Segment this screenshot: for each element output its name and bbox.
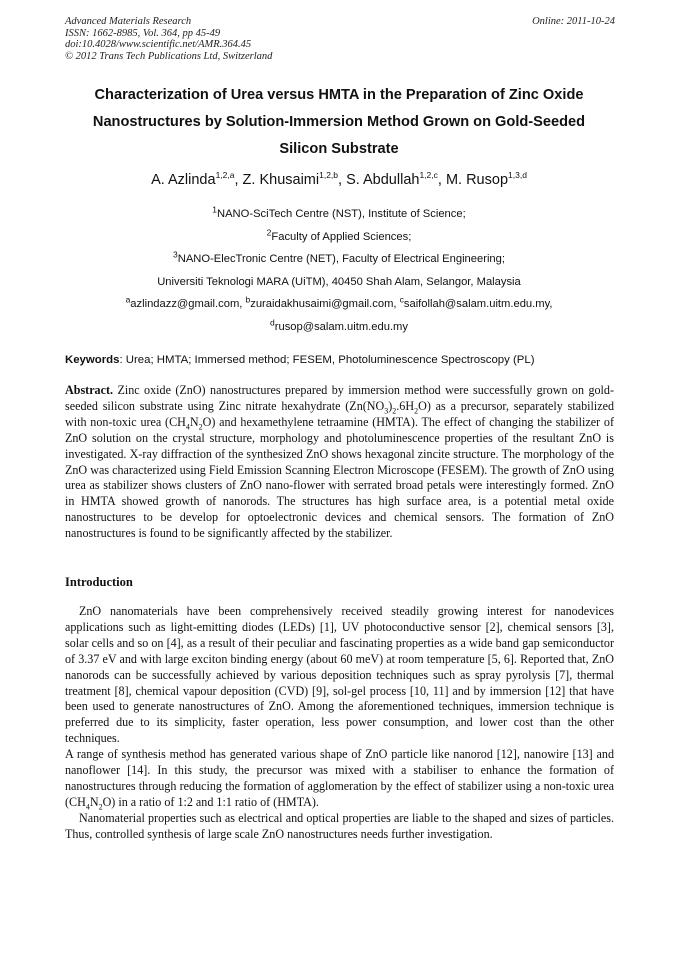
affiliation-sup: 1 — [212, 204, 218, 215]
author-name: A. Azlinda — [151, 172, 216, 188]
title-line-1: Characterization of Urea versus HMTA in the Preparation of Zinc Oxide — [94, 87, 584, 103]
email-sup: c — [399, 294, 404, 305]
affiliation-text: NANO-SciTech Centre (NST), Institute of Science; — [217, 208, 466, 220]
journal-name: Advanced Materials Research — [65, 16, 192, 27]
copyright-line: © 2012 Trans Tech Publications Ltd, Switzerland — [65, 50, 273, 62]
keywords-label: Keywords — [65, 354, 120, 366]
title-line-3: Silicon Substrate — [279, 141, 399, 157]
author-name: Z. Khusaimi — [242, 172, 320, 188]
author-affil-sup: 1,2,a — [215, 170, 235, 181]
affiliation-2 — [40, 226, 638, 249]
abstract-label: Abstract. — [65, 383, 114, 397]
abstract-text: ) — [388, 398, 393, 413]
intro-subscript: 4 — [85, 802, 90, 812]
abstract-text: O) and hexamethylene tetraamine (HMTA). The effect of changing the stabilizer of ZnO solution on the crystal structure, morphology and photoluminescence properties of the resultant ZnO is investigated. X-ray diffraction of the synthesized ZnO shows hexagonal zincite structure. The morphology of the ZnO was characterized using Field Emission Scanning Electron Microscope (FESEM). The growth of ZnO using urea as stabilizer shows clusters of ZnO nano-flower with serrated broad petals were interestingly formed. ZnO in HMTA showed growth of nanorods. The structures has high surface area, is a potential metal oxide nanostructures to be develop for optoelectronic devices and chemical sensors. The formation of ZnO nanostructures is found to be significantly affected by the stabilizer. — [65, 414, 614, 541]
email-sup: d — [270, 317, 275, 328]
keywords — [65, 353, 620, 368]
email-link[interactable]: azlindazz@gmail.com, — [130, 298, 246, 311]
title-line-2: Nanostructures by Solution-Immersion Method Grown on Gold-Seeded — [92, 114, 586, 130]
author-name: S. Abdullah — [346, 172, 420, 188]
affiliations — [40, 203, 638, 339]
author-affil-sup: 1,2,c — [419, 170, 438, 181]
doi-line: doi:10.4028/www.scientific.net/AMR.364.45 — [65, 39, 252, 50]
abstract-subscript: 2 — [414, 406, 419, 416]
keywords-text: : Urea; HMTA; Immersed method; FESEM, Photoluminescence Spectroscopy (PL) — [119, 354, 535, 366]
affiliation-text: NANO-ElecTronic Centre (NET), Faculty of Electrical Engineering; — [177, 253, 505, 266]
abstract — [65, 383, 614, 542]
intro-text: N — [89, 794, 99, 809]
abstract-text: O) as a precursor, separately stabilized with non-toxic urea (CH — [65, 398, 614, 429]
paper-title — [40, 82, 638, 163]
affiliation-4: Universiti Teknologi MARA (UiTM), 40450 Shah Alam, Selangor, Malaysia — [157, 275, 521, 288]
intro-text: O) in a ratio of 1:2 and 1:1 ratio of (HMTA). — [102, 794, 319, 809]
author-list — [40, 170, 638, 190]
intro-paragraph-2 — [65, 747, 614, 811]
abstract-text: N — [189, 414, 199, 429]
abstract-subscript: 3 — [384, 406, 389, 416]
author-separator: , — [234, 172, 243, 188]
email-sup: b — [245, 294, 251, 305]
author-affil-sup: 1,3,d — [508, 170, 527, 181]
author-separator: , — [338, 172, 347, 188]
abstract-text: .6H — [396, 398, 415, 413]
affiliation-sup: 3 — [173, 249, 178, 260]
abstract-subscript: 4 — [185, 422, 190, 432]
intro-paragraph-1: ZnO nanomaterials have been comprehensively received steadily growing interest for nanodevices applications such as light-emitting diodes (LEDs) [1], UV photoconductive sensor [2], chemical sensors [3], solar cells and so on [4], as a result of their peculiar and fascinating properties as a wide band gap semiconductor of 3.37 eV and with large exciton binding energy (about 60 meV) at room temperature [5, 6]. Reported that, ZnO nanorods can be successfully achieved by various deposition techniques such as spray pyrolysis [7], thermal treatment [8], chemical vapour deposition (CVD) [9], sol-gel process [10, 11] and by immersion [12] that have been used to generate nanostructures of ZnO. Among the aforementioned techniques, immersion technique is preferred due to its simplicity, faster operation, less power consumption, and lower cost than the other techniques. — [65, 604, 614, 746]
issn-line: ISSN: 1662-8985, Vol. 364, pp 45-49 — [65, 27, 221, 39]
intro-paragraph-3: Nanomaterial properties such as electrical and optical properties are liable to the shaped and sizes of particles. Thus, controlled synthesis of large scale ZnO nanostructures needs further investigation. — [65, 810, 614, 841]
abstract-subscript: 2 — [392, 406, 397, 416]
introduction-body — [65, 604, 614, 843]
intro-subscript: 2 — [98, 802, 103, 812]
author-name: M. Rusop — [445, 172, 509, 188]
email-link[interactable]: rusop@salam.uitm.edu.my — [274, 320, 408, 333]
email-link[interactable]: zuraidakhusaimi@gmail.com, — [250, 298, 400, 311]
affiliation-3 — [40, 248, 638, 271]
author-affil-sup: 1,2,b — [319, 170, 339, 181]
author-separator: , — [437, 172, 446, 188]
email-line — [40, 316, 638, 339]
email-line — [40, 293, 638, 316]
abstract-text: Zinc oxide (ZnO) nanostructures prepared by immersion method were successfully grown on gold-seeded silicon substrate using Zinc nitrate hexahydrate (Zn(NO — [65, 383, 614, 413]
affiliation-text: Faculty of Applied Sciences; — [271, 230, 412, 243]
online-date: Online: 2011-10-24 — [532, 16, 615, 27]
intro-text: A range of synthesis method has generated various shape of ZnO particle like nanorod [12], nanowire [13] and nanoflower [14]. In this study, the precursor was mixed with a stabiliser to enhance the formation of nanostructures through reducing the formation of agglomeration by the effect of stabilizer using a non-toxic urea (CH — [65, 747, 614, 809]
email-link[interactable]: saifollah@salam.uitm.edu.my, — [403, 298, 553, 311]
abstract-subscript: 2 — [198, 422, 203, 432]
journal-header — [65, 16, 615, 62]
email-sup: a — [125, 294, 131, 305]
introduction-heading: Introduction — [65, 575, 133, 589]
affiliation-sup: 2 — [266, 226, 272, 237]
affiliation-1 — [40, 203, 638, 226]
